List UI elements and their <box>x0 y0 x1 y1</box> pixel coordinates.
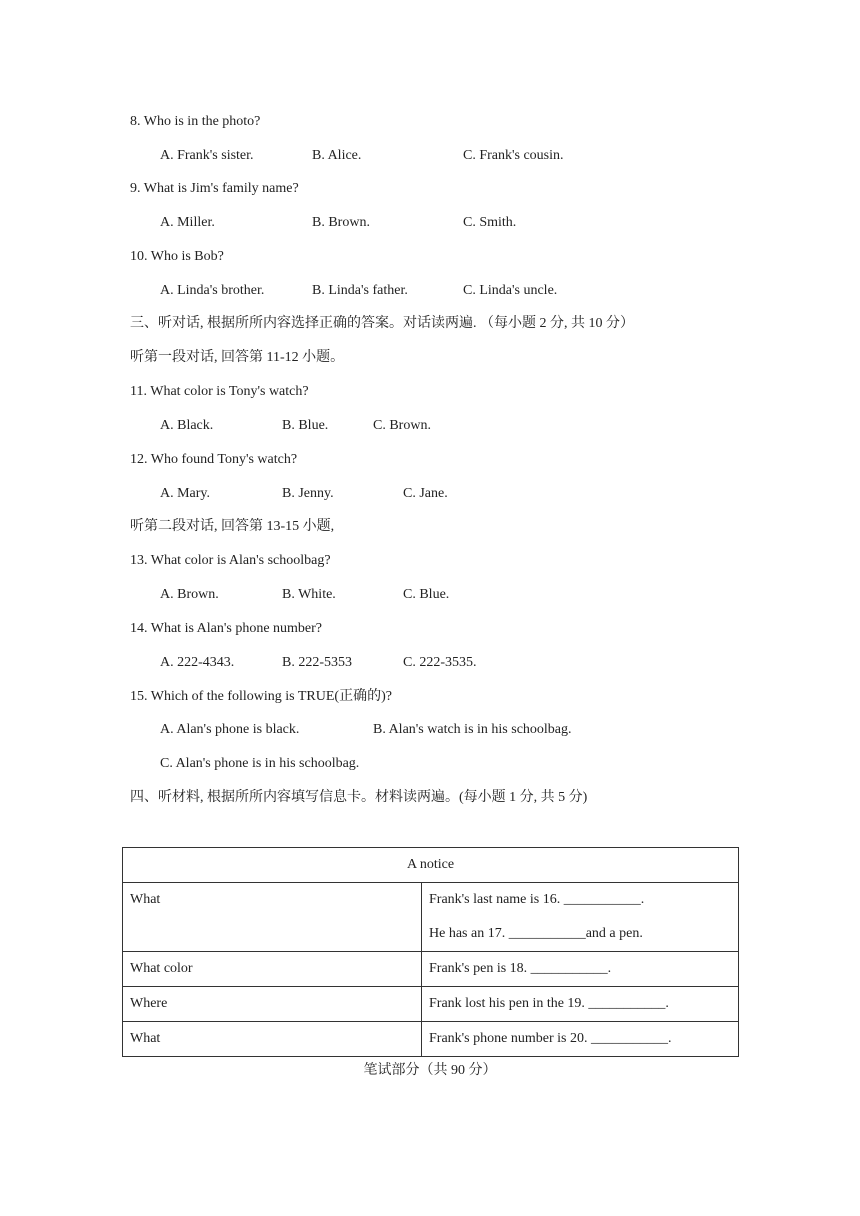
section-4-heading: 四、听材料, 根据所所内容填写信息卡。材料读两遍。(每小题 1 分, 共 5 分) <box>130 790 588 805</box>
option-15b: B. Alan's watch is in his schoolbag. <box>373 722 572 737</box>
option-9c: C. Smith. <box>463 215 517 230</box>
option-12c: C. Jane. <box>403 486 448 501</box>
table-row <box>123 987 739 1022</box>
option-14c: C. 222-3535. <box>403 655 477 670</box>
written-part-heading: 笔试部分（共 90 分） <box>363 1063 497 1078</box>
fill-line-17: He has an 17. ___________and a pen. <box>429 926 643 941</box>
fill-line-16: Frank's last name is 16. ___________. <box>429 892 645 907</box>
fill-line-19: Frank lost his pen in the 19. ___________. <box>422 987 739 1022</box>
question-13: 13. What color is Alan's schoolbag? <box>130 553 331 568</box>
option-15a: A. Alan's phone is black. <box>160 722 300 737</box>
table-row <box>123 848 739 883</box>
option-14b: B. 222-5353 <box>282 655 352 670</box>
question-9: 9. What is Jim's family name? <box>130 181 299 196</box>
option-13c: C. Blue. <box>403 587 450 602</box>
table-row <box>123 1022 739 1057</box>
option-10a: A. Linda's brother. <box>160 283 265 298</box>
section-3-heading: 三、听对话, 根据所所内容选择正确的答案。对话读两遍. （每小题 2 分, 共 10 分） <box>130 316 634 331</box>
option-10b: B. Linda's father. <box>312 283 408 298</box>
option-13a: A. Brown. <box>160 587 219 602</box>
question-12: 12. Who found Tony's watch? <box>130 452 298 467</box>
row-label: Where <box>123 987 422 1022</box>
option-12a: A. Mary. <box>160 486 211 501</box>
option-11a: A. Black. <box>160 418 214 433</box>
option-8a: A. Frank's sister. <box>160 148 254 163</box>
option-9a: A. Miller. <box>160 215 215 230</box>
option-8c: C. Frank's cousin. <box>463 148 564 163</box>
option-14a: A. 222-4343. <box>160 655 235 670</box>
row-label: What <box>123 1022 422 1057</box>
question-11: 11. What color is Tony's watch? <box>130 384 309 399</box>
question-15: 15. Which of the following is TRUE(正确的)? <box>130 689 392 704</box>
notice-table <box>122 847 739 1057</box>
option-10c: C. Linda's uncle. <box>463 283 558 298</box>
section-3-part1: 听第一段对话, 回答第 11-12 小题。 <box>130 350 345 365</box>
row-content <box>422 883 739 952</box>
option-13b: B. White. <box>282 587 336 602</box>
option-15c: C. Alan's phone is in his schoolbag. <box>160 756 360 771</box>
fill-line-18: Frank's pen is 18. ___________. <box>422 952 739 987</box>
option-9b: B. Brown. <box>312 215 370 230</box>
row-label: What <box>123 883 422 952</box>
row-label: What color <box>123 952 422 987</box>
option-11b: B. Blue. <box>282 418 329 433</box>
table-row <box>123 883 739 952</box>
question-14: 14. What is Alan's phone number? <box>130 621 323 636</box>
option-12b: B. Jenny. <box>282 486 334 501</box>
option-11c: C. Brown. <box>373 418 431 433</box>
fill-line-20: Frank's phone number is 20. ___________. <box>422 1022 739 1057</box>
question-10: 10. Who is Bob? <box>130 249 224 264</box>
section-3-part2: 听第二段对话, 回答第 13-15 小题, <box>130 519 335 534</box>
option-8b: B. Alice. <box>312 148 362 163</box>
table-row <box>123 952 739 987</box>
question-8: 8. Who is in the photo? <box>130 114 261 129</box>
notice-title: A notice <box>123 848 739 883</box>
